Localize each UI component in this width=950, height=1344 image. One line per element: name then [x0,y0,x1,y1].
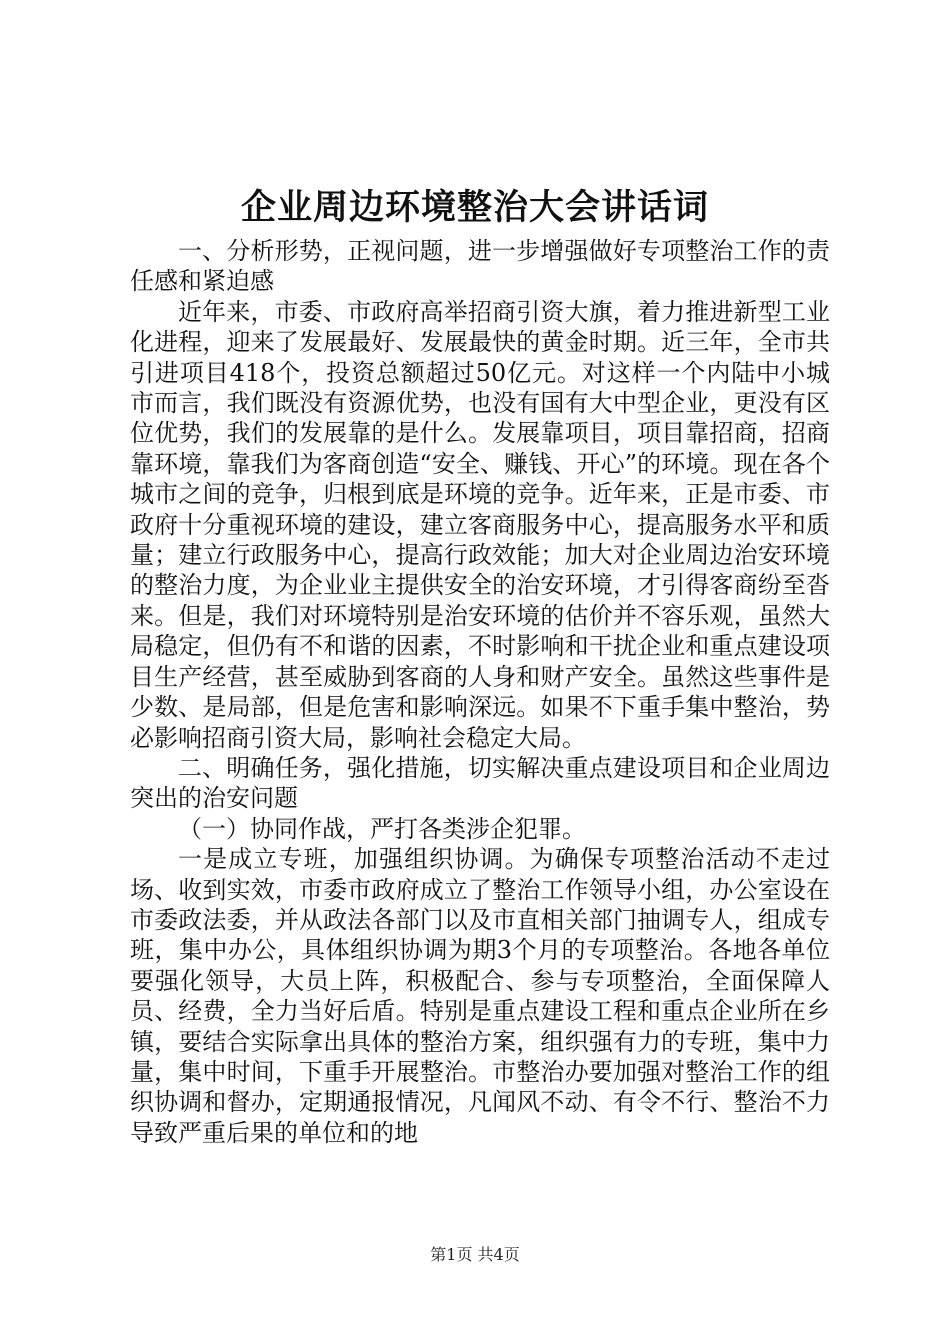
page-footer: 第1页 共4页 [430,1245,520,1264]
section-heading-2: 二、明确任务，强化措施，切实解决重点建设项目和企业周边突出的治安问题 [130,753,830,813]
body-paragraph: 近年来，市委、市政府高举招商引资大旗，着力推进新型工业化进程，迎来了发展最好、发展最快的黄金时期。近三年，全市共引进项目418个，投资总额超过50亿元。对这样一个内陆中小城市而言，我们既没有资源优势，也没有国有大中型企业，更没有区位优势，我们的发展靠的是什么。发展靠项目，项目靠招商，招商靠环境，靠我们为客商创造“安全、赚钱、开心”的环境。现在各个城市之间的竞争，归根到底是环境的竞争。近年来，正是市委、市政府十分重视环境的建设，建立客商服务中心，提高服务水平和质量；建立行政服务中心，提高行政效能；加大对企业周边治安环境的整治力度，为企业业主提供安全的治安环境，才引得客商纷至沓来。但是，我们对环境特别是治安环境的估价并不容乐观，虽然大局稳定，但仍有不和谐的因素，不时影响和干扰企业和重点建设项目生产经营，甚至威胁到客商的人身和财产安全。虽然这些事件是少数、是局部，但是危害和影响深远。如果不下重手集中整治，势必影响招商引资大局，影响社会稳定大局。 [130,297,830,752]
body-paragraph: 一是成立专班，加强组织协调。为确保专项整治活动不走过场、收到实效，市委市政府成立了整治工作领导小组，办公室设在市委政法委，并从政法各部门以及市直相关部门抽调专人，组成专班，集中办公，具体组织协调为期3个月的专项整治。各地各单位要强化领导，大员上阵，积极配合、参与专项整治，全面保障人员、经费，全力当好后盾。特别是重点建设工程和重点企业所在乡镇，要结合实际拿出具体的整治方案，组织强有力的专班，集中力量，集中时间，下重手开展整治。市整治办要加强对整治工作的组织协调和督办，定期通报情况，凡闻风不动、有令不行、整治不力导致严重后果的单位和的地 [130,845,830,1147]
subsection-heading: （一）协同作战，严打各类涉企犯罪。 [178,814,586,843]
document-body [130,236,830,1148]
section-heading-1: 一、分析形势，正视问题，进一步增强做好专项整治工作的责任感和紧迫感 [130,237,830,296]
document-title: 企业周边环境整治大会讲话词 [240,187,709,228]
